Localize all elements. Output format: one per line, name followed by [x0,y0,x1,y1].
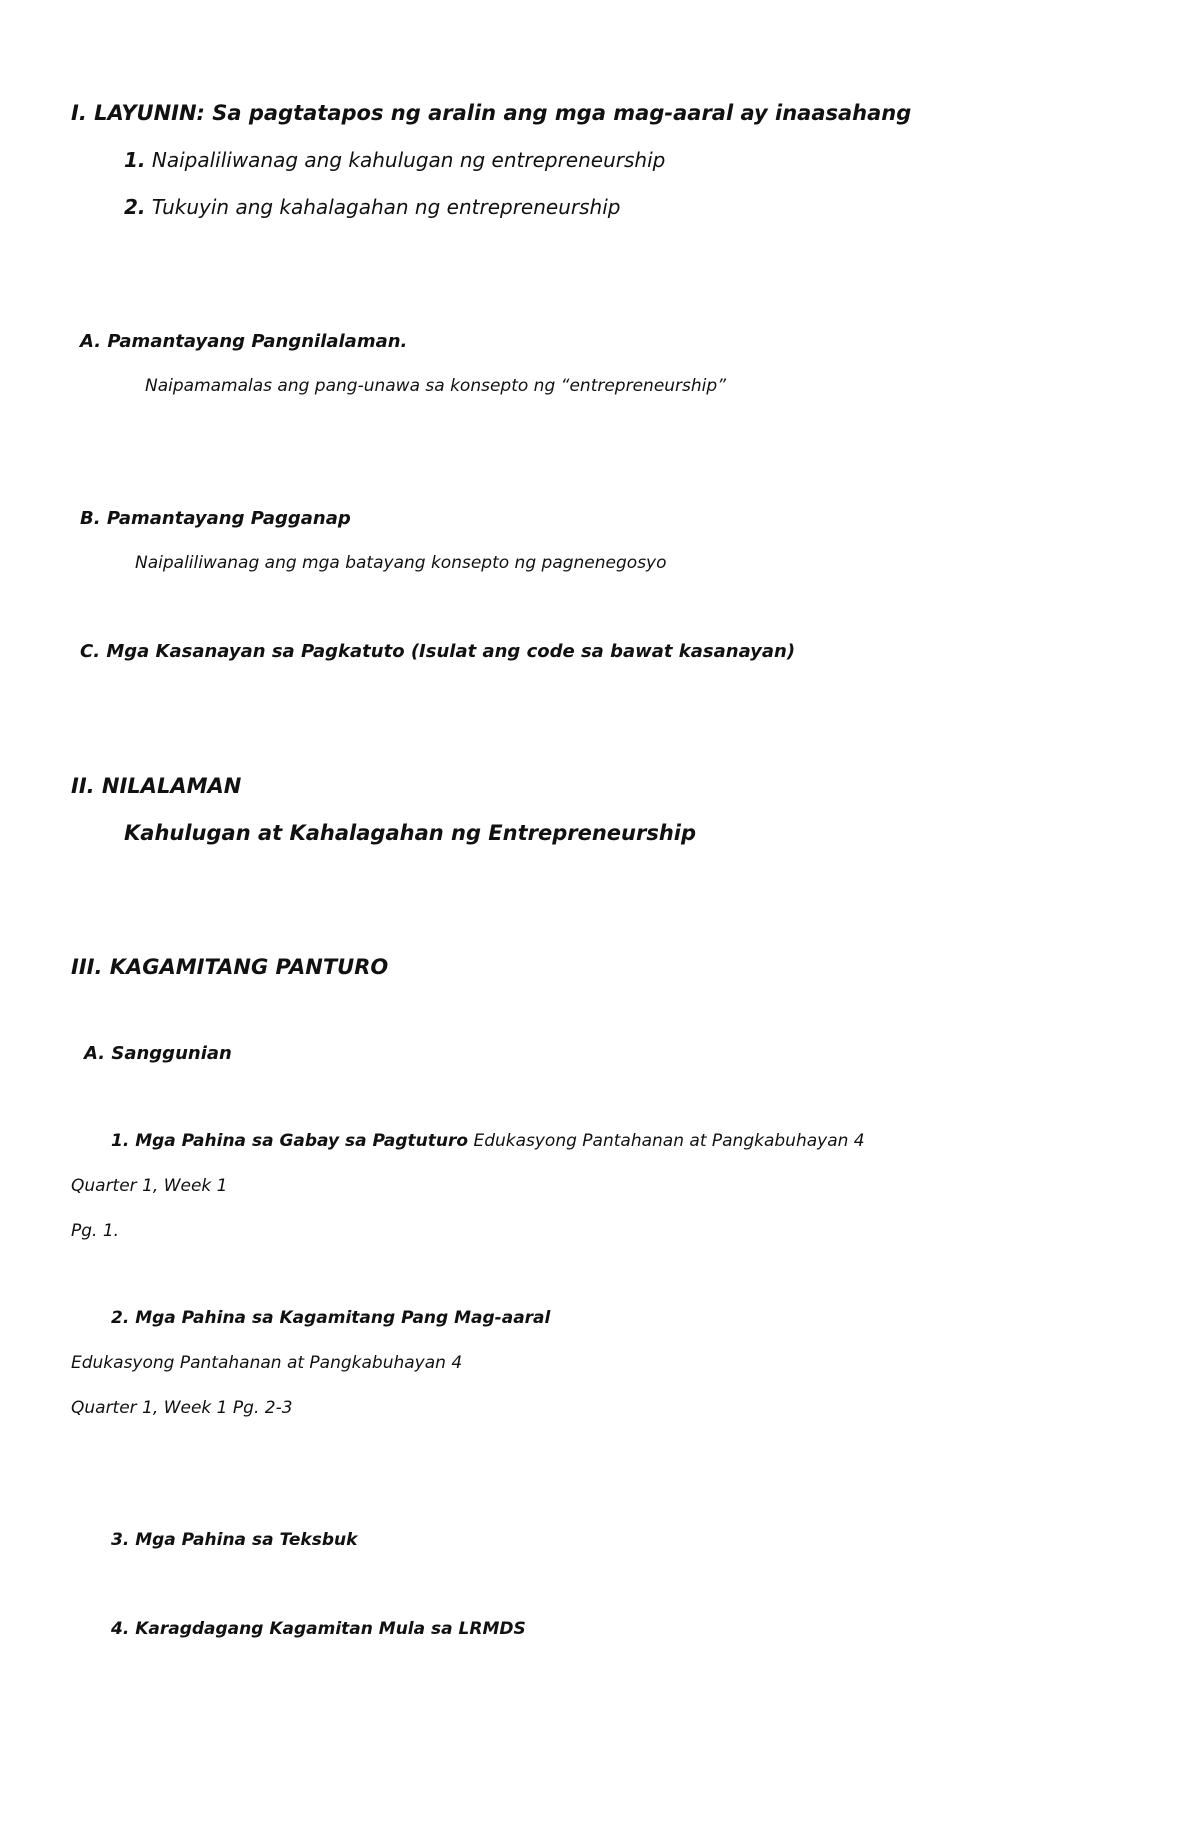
objective-1-text: Naipaliliwanag ang kahulugan ng entrepreneurship [145,148,666,172]
reference-item-3-label: 3. Mga Pahina sa Teksbuk [111,1530,358,1550]
reference-item-1 [111,1133,865,1150]
sanggunian-heading: A. Sanggunian [84,1043,232,1064]
reference-item-2-label: 2. Mga Pahina sa Kagamitang Pang Mag-aaral [111,1308,551,1328]
reference-item-1-page: Pg. 1. [71,1221,120,1241]
objective-2-text: Tukuyin ang kahalagahan ng entrepreneurship [145,195,621,219]
objective-1-number: 1. [124,148,146,172]
objective-1 [124,150,665,170]
kasanayan-heading: C. Mga Kasanayan sa Pagkatuto (Isulat ang code sa bawat kasanayan) [80,641,796,662]
pangnilalaman-heading: A. Pamantayang Pangnilalaman. [80,331,408,352]
reference-item-1-label: 1. Mga Pahina sa Gabay sa Pagtuturo [111,1131,469,1151]
nilalaman-topic: Kahulugan at Kahalagahan ng Entrepreneurship [124,821,697,845]
reference-item-2-book: Edukasyong Pantahanan at Pangkabuhayan 4 [71,1353,463,1373]
pagganap-heading: B. Pamantayang Pagganap [80,508,351,529]
reference-item-1-quarter: Quarter 1, Week 1 [71,1176,228,1196]
reference-item-1-text: Edukasyong Pantahanan at Pangkabuhayan 4 [468,1131,865,1151]
layunin-heading: I. LAYUNIN: Sa pagtatapos ng aralin ang mga mag-aaral ay inaasahang [71,101,912,125]
pangnilalaman-text: Naipamamalas ang pang-unawa sa konsepto ng “entrepreneurship” [145,376,726,396]
kagamitan-heading: III. KAGAMITANG PANTURO [71,955,389,979]
reference-item-2-quarter: Quarter 1, Week 1 Pg. 2-3 [71,1398,293,1418]
reference-item-4-label: 4. Karagdagang Kagamitan Mula sa LRMDS [111,1619,526,1639]
pagganap-text: Naipaliliwanag ang mga batayang konsepto ng pagnenegosyo [135,553,667,573]
objective-2 [124,197,620,217]
nilalaman-heading: II. NILALAMAN [71,774,242,798]
objective-2-number: 2. [124,195,146,219]
